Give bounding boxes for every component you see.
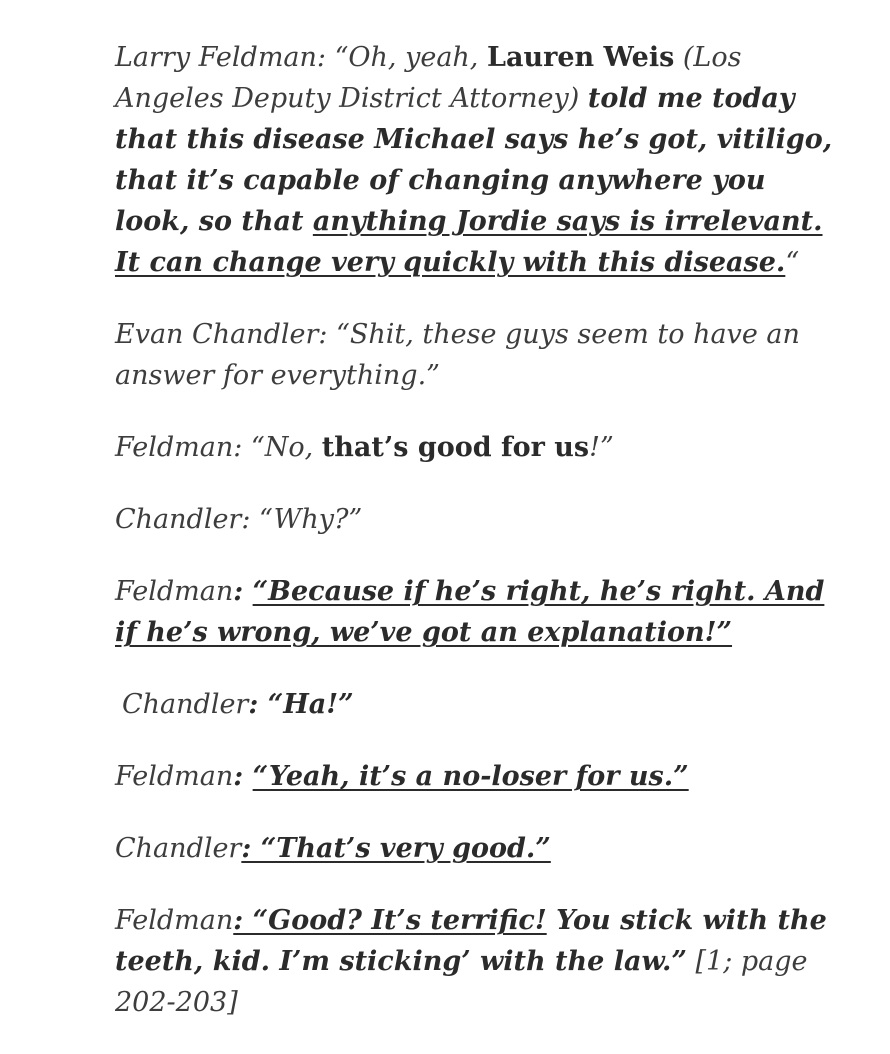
- quote-emphasis: : “Ha!”: [248, 689, 354, 720]
- speaker-name: Chandler: [122, 689, 249, 720]
- quote-emphasis: that’s good for us: [321, 432, 590, 463]
- transcript-paragraph-chandler-very-good: [115, 828, 845, 869]
- transcript-paragraph-chandler-ha: [115, 684, 845, 725]
- transcript-paragraph-chandler-why: [115, 499, 845, 540]
- quote-emphasis: You stick with the teeth, kid. I’m sticking’ with the law.”: [115, 905, 827, 977]
- speaker-colon: :: [233, 576, 253, 607]
- transcript-paragraph-feldman-terrific: [115, 900, 845, 1023]
- dialogue-line: Chandler: “Why?”: [115, 504, 363, 535]
- speaker-intro: Feldman: “No,: [115, 432, 322, 463]
- transcript-paragraph-feldman-good: [115, 427, 845, 468]
- quote-close: “: [785, 247, 800, 278]
- transcript-article: [115, 37, 845, 1054]
- speaker-name: Chandler: [115, 833, 242, 864]
- quote-underlined: : “That’s very good.”: [241, 833, 551, 864]
- quote-underlined: : “Good? It’s terrific!: [233, 905, 547, 936]
- transcript-paragraph-feldman-explanation: [115, 571, 845, 653]
- quote-underlined: “Because if he’s right, he’s right. And if he’s wrong, we’ve got an explanation!”: [115, 576, 825, 648]
- speaker-name: Feldman: [115, 761, 234, 792]
- speaker-colon: :: [233, 761, 253, 792]
- citation: [1; page 202-203]: [115, 946, 808, 1018]
- person-name: Lauren Weis: [486, 42, 675, 73]
- dialogue-line: Evan Chandler: “Shit, these guys seem to have an answer for everything.”: [115, 319, 800, 391]
- transcript-paragraph-feldman-no-loser: [115, 756, 845, 797]
- quote-underlined: “Yeah, it’s a no-loser for us.”: [252, 761, 689, 792]
- transcript-paragraph-chandler-answer: [115, 314, 845, 396]
- transcript-paragraph-feldman-weis: [115, 37, 845, 283]
- quote-close: !”: [589, 432, 614, 463]
- speaker-name: Feldman: [115, 576, 234, 607]
- person-role: (Los Angeles Deputy District Attorney): [115, 42, 742, 114]
- speaker-intro: Larry Feldman: “Oh, yeah,: [115, 42, 487, 73]
- speaker-name: Feldman: [115, 905, 234, 936]
- quote-emphasis: told me today that this disease Michael says he’s got, vitiligo, that it’s capable of changing anywhere you look, so that: [115, 83, 833, 237]
- quote-underlined: anything Jordie says is irrelevant. It can change very quickly with this disease.: [115, 206, 823, 278]
